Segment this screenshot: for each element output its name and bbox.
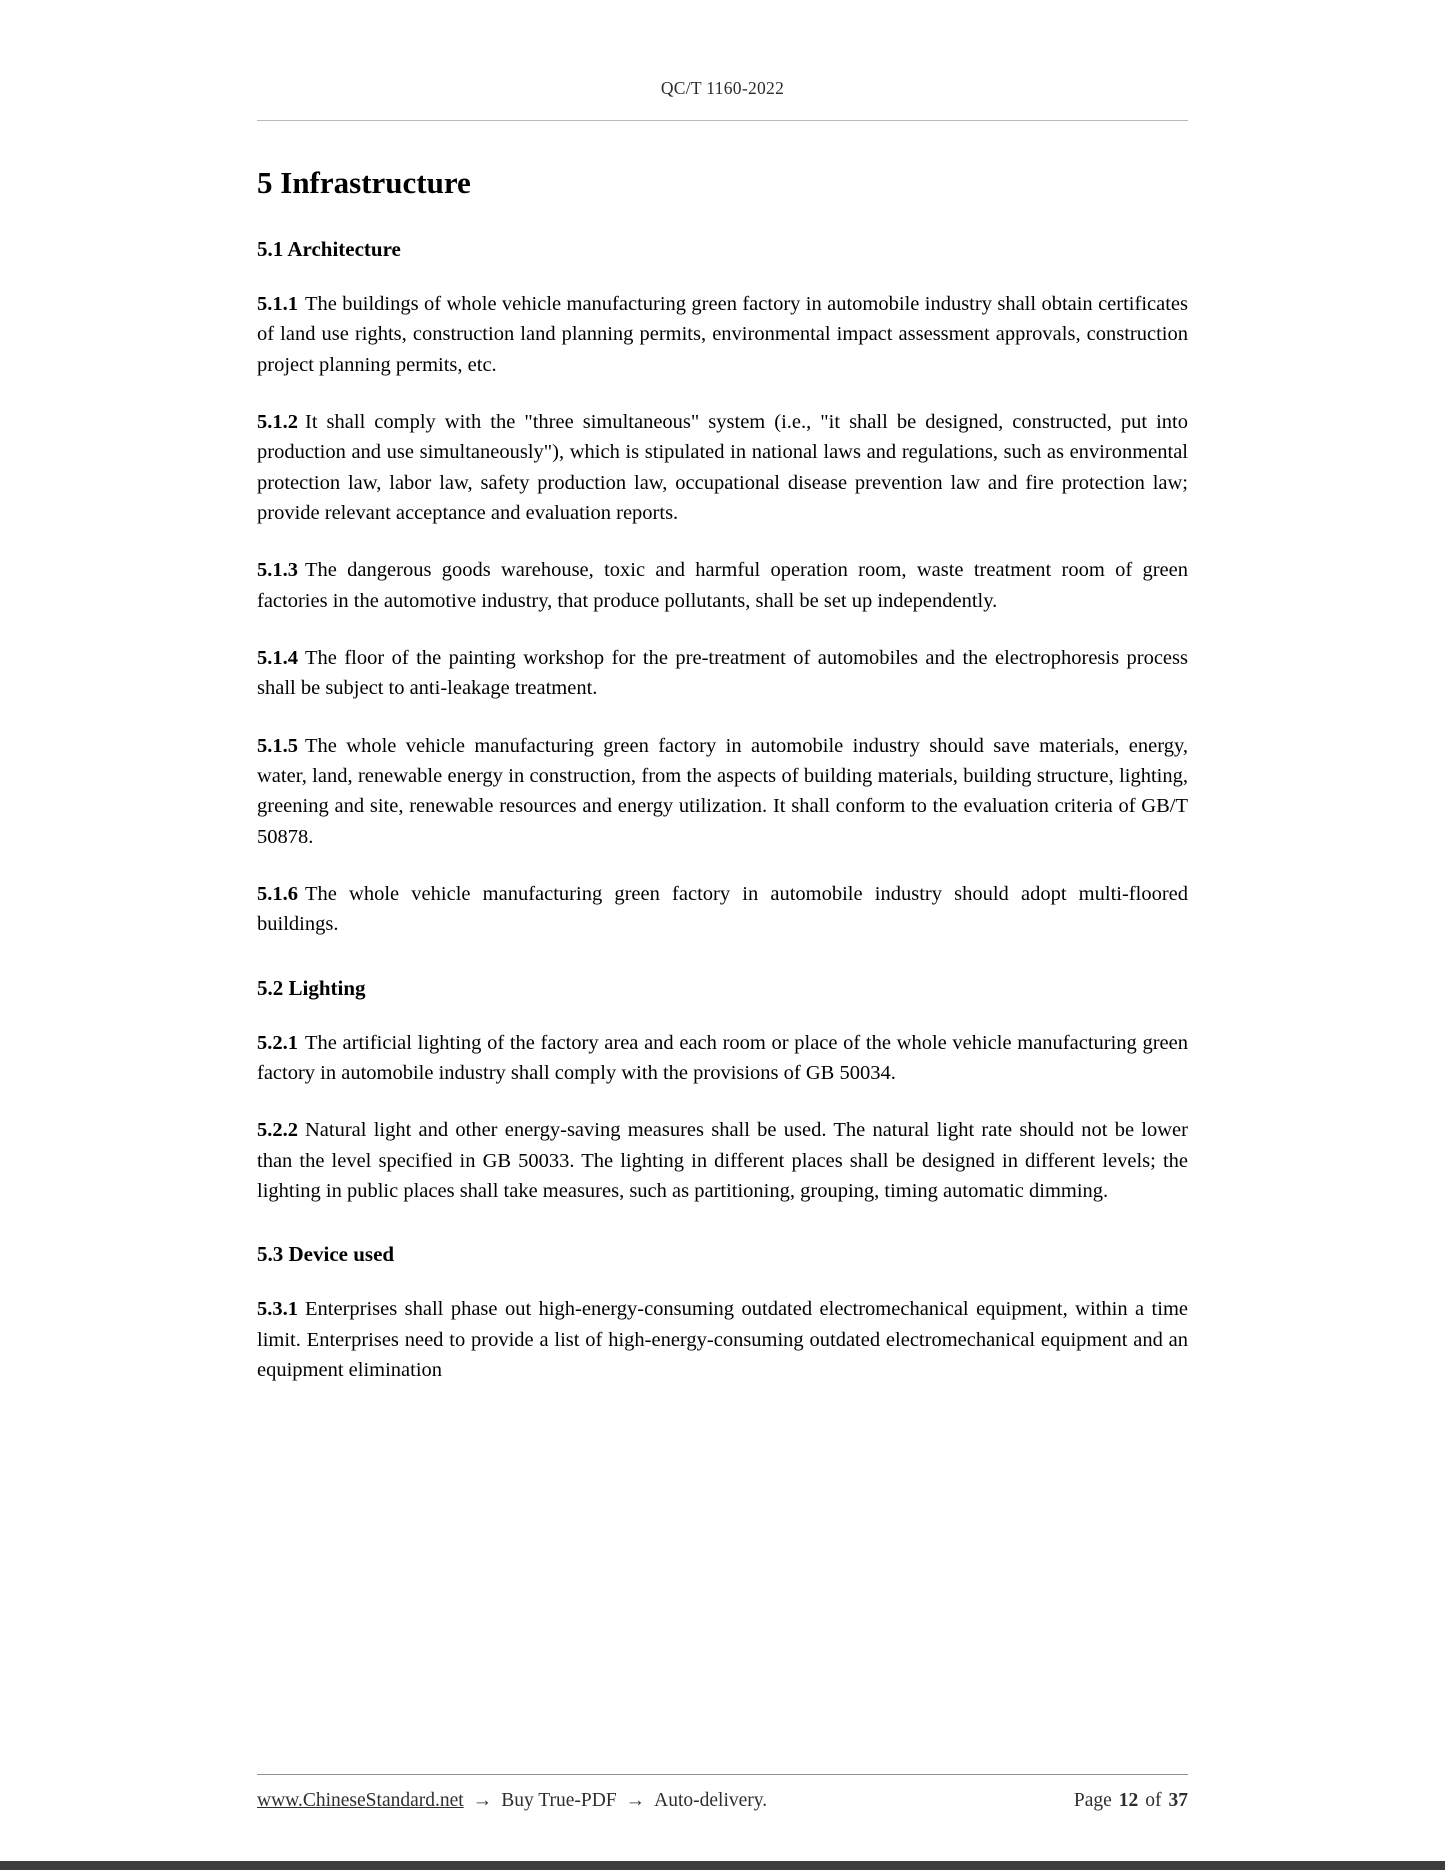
paragraph-text: Enterprises shall phase out high-energy-consuming outdated electromechanical equipment, within a time limit. Enterprises need to provide a list of high-energy-consuming outdated electromechanical equipment and an equipment elimination	[257, 1298, 1188, 1381]
page-total: 37	[1168, 1790, 1188, 1811]
arrow-right-icon: →	[625, 1790, 646, 1811]
page-indicator	[1074, 1790, 1188, 1812]
page-footer	[257, 1774, 1188, 1812]
paragraph-text: The artificial lighting of the factory area and each room or place of the whole vehicle manufacturing green factory in automobile industry shall comply with the provisions of GB 50034.	[257, 1031, 1188, 1084]
bottom-edge-bar	[0, 1861, 1445, 1870]
paragraph	[257, 1115, 1188, 1206]
paragraph-text: Natural light and other energy-saving measures shall be used. The natural light rate should not be lower than the level specified in GB 50033. The lighting in different places shall be designed in different levels; the lighting in public places shall take measures, such as partitioning, grouping, timing automatic dimming.	[257, 1119, 1188, 1202]
paragraph-text: The floor of the painting workshop for the pre-treatment of automobiles and the electrophoresis process shall be subject to anti-leakage treatment.	[257, 646, 1188, 700]
paragraph-number: 5.3.1	[257, 1298, 298, 1321]
paragraph-number: 5.1.1	[257, 293, 298, 315]
paragraph-number: 5.2.1	[257, 1031, 298, 1054]
footer-rule	[257, 1774, 1188, 1775]
paragraph-number: 5.1.2	[257, 410, 298, 433]
paragraph-number: 5.1.5	[257, 734, 298, 757]
arrow-right-icon: →	[472, 1790, 493, 1811]
of-word: of	[1145, 1790, 1162, 1811]
header-doc-number: QC/T 1160-2022	[660, 78, 785, 98]
paragraph-text: It shall comply with the "three simultaneous" system (i.e., "it shall be designed, constructed, put into production and use simultaneously"), which is stipulated in national laws and regulations, such as environmental protection law, labor law, safety production law, occupational disease prevention law and fire protection law; provide relevant acceptance and evaluation reports.	[257, 410, 1188, 524]
paragraph	[257, 731, 1188, 852]
footer-row	[257, 1790, 1188, 1812]
section-heading: 5.2 Lighting	[257, 975, 366, 1000]
paragraph-text: The whole vehicle manufacturing green factory in automobile industry should save materials, energy, water, land, renewable energy in construction, from the aspects of building materials, building structure, lighting, greening and site, renewable resources and energy utilization. It shall conform to the evaluation criteria of GB/T 50878.	[257, 734, 1188, 848]
section-heading: 5.3 Device used	[257, 1242, 395, 1267]
page-word: Page	[1073, 1790, 1112, 1811]
footer-source	[257, 1790, 767, 1812]
page-number: 12	[1118, 1790, 1139, 1811]
paragraph-text: The buildings of whole vehicle manufacturing green factory in automobile industry shall obtain certificates of land use rights, construction land planning permits, environmental impact assessment approvals, construction project planning permits, etc.	[257, 293, 1188, 376]
footer-delivery-text: Auto-delivery.	[654, 1790, 768, 1811]
section-device-used	[257, 1242, 1188, 1385]
header-rule	[257, 120, 1188, 121]
paragraph-number: 5.2.2	[257, 1119, 298, 1142]
paragraph-text: The dangerous goods warehouse, toxic and harmful operation room, waste treatment room of green factories in the automotive industry, that produce pollutants, shall be set up independently.	[257, 559, 1188, 612]
page-title: 5 Infrastructure	[257, 165, 471, 200]
section-heading: 5.1 Architecture	[257, 237, 401, 261]
paragraph-text: The whole vehicle manufacturing green factory in automobile industry should adopt multi-floored buildings.	[257, 882, 1188, 936]
paragraph	[257, 879, 1188, 940]
paragraph	[257, 555, 1188, 616]
section-architecture	[257, 237, 1188, 940]
paragraph	[257, 1294, 1188, 1385]
paragraph	[257, 289, 1188, 380]
paragraph	[257, 643, 1188, 704]
footer-buy-text: Buy True-PDF	[501, 1790, 617, 1811]
paragraph	[257, 1028, 1188, 1089]
paragraph-number: 5.1.3	[257, 559, 298, 582]
paragraph	[257, 407, 1188, 528]
footer-site-link[interactable]: www.ChineseStandard.net	[257, 1790, 464, 1811]
paragraph-number: 5.1.6	[257, 882, 298, 905]
paragraph-number: 5.1.4	[257, 646, 298, 669]
section-lighting	[257, 976, 1188, 1207]
